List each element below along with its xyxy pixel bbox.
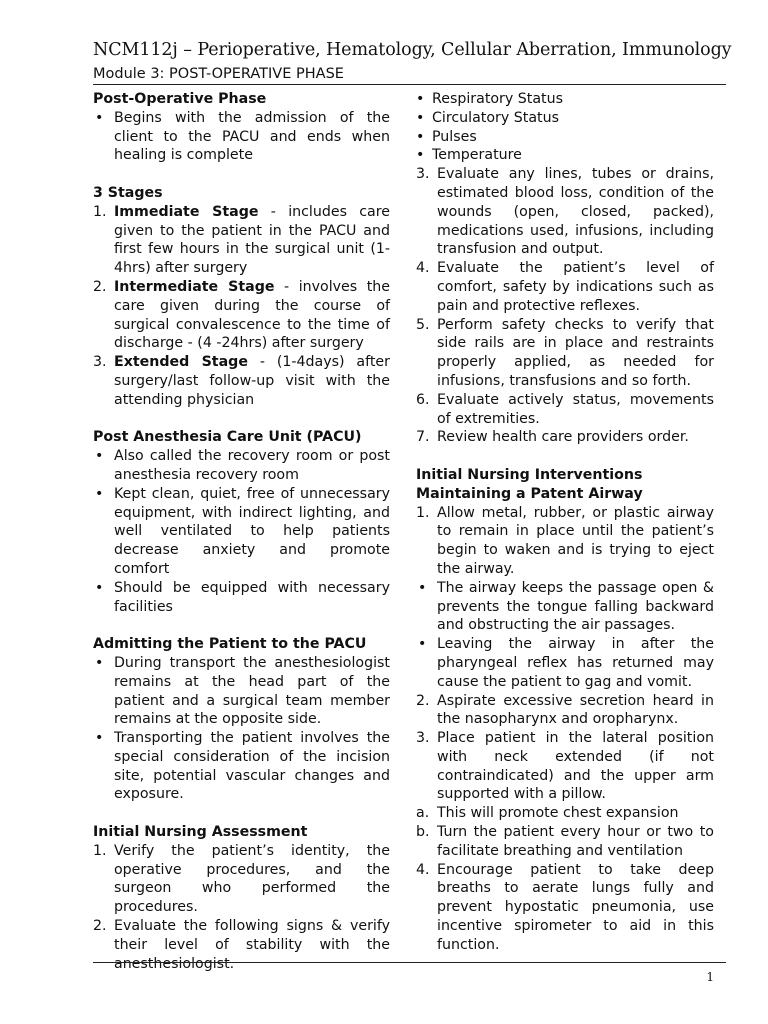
bullet-marker: • <box>95 654 104 671</box>
list-item <box>93 654 390 729</box>
list-marker: 4. <box>416 260 430 277</box>
stage-text: - includes care given to the patient in the PACU and first few hours in the surgical unit (1-4hrs) after surgery <box>114 203 391 277</box>
list-item <box>416 428 714 447</box>
list-item-text: Evaluate the patient’s level of comfort, safety by indications such as pain and protective reflexes. <box>437 260 714 314</box>
header-rule <box>93 84 726 85</box>
sign-text: Temperature <box>432 147 522 164</box>
stage-term: Immediate Stage <box>114 203 259 220</box>
footer-rule <box>93 962 726 963</box>
list-item <box>416 823 714 861</box>
list-marker: 4. <box>416 861 430 878</box>
list-item-text: Should be equipped with necessary facilities <box>114 579 390 615</box>
list-item <box>93 579 390 617</box>
list-item-text: Also called the recovery room or post anesthesia recovery room <box>114 448 390 483</box>
pacu-heading: Post Anesthesia Care Unit (PACU) <box>93 429 362 446</box>
list-item <box>416 165 714 259</box>
list-item-text: Evaluate the following signs & verify their level of stability with the anesthesiologist. <box>114 918 390 972</box>
list-item <box>93 109 390 165</box>
sign-text: Pulses <box>432 128 477 145</box>
list-item <box>416 692 714 730</box>
right-column <box>416 90 714 955</box>
stage-term: Intermediate Stage <box>114 278 275 295</box>
list-item-text: Leaving the airway in after the pharyngeal reflex has returned may cause the patient to gag and vomit. <box>437 636 714 690</box>
bullet-marker: • <box>416 128 425 145</box>
list-item <box>93 917 390 973</box>
list-item <box>93 729 390 804</box>
list-marker: 1. <box>416 504 430 521</box>
stage-item <box>93 278 390 353</box>
list-marker: 2. <box>93 918 107 935</box>
module-title: Module 3: POST-OPERATIVE PHASE <box>93 66 344 82</box>
list-item-text: Encourage patient to take deep breaths to aerate lungs fully and prevent hypostatic pneumonia, use incentive spirometer to aid in this function. <box>437 861 714 953</box>
bullet-marker: • <box>416 147 425 164</box>
bullet-marker: • <box>416 91 425 107</box>
bullet-marker: • <box>418 636 427 653</box>
list-item <box>416 729 714 804</box>
list-item-text: Allow metal, rubber, or plastic airway to remain in place until the patient’s begin to waken and is trying to eject the airway. <box>437 504 714 577</box>
list-item <box>416 259 714 315</box>
list-item <box>416 861 714 955</box>
list-marker: 3. <box>93 354 107 371</box>
list-item <box>93 447 390 485</box>
list-item-text: Aspirate excessive secretion heard in the nasopharynx and oropharynx. <box>437 692 714 728</box>
sign-item <box>416 109 714 128</box>
stage-term: Extended Stage <box>114 354 248 371</box>
list-marker: 3. <box>416 166 430 183</box>
list-item <box>416 316 714 391</box>
admitting-heading: Admitting the Patient to the PACU <box>93 636 367 653</box>
sign-item <box>416 128 714 147</box>
assessment-heading: Initial Nursing Assessment <box>93 824 308 841</box>
list-marker: 5. <box>416 316 430 333</box>
post-op-heading: Post-Operative Phase <box>93 91 267 107</box>
list-marker: 1. <box>93 842 107 859</box>
list-item <box>93 485 390 579</box>
list-marker: 6. <box>416 391 430 408</box>
list-item <box>416 804 714 823</box>
list-item <box>93 842 390 917</box>
sign-item <box>416 146 714 165</box>
list-item-text: Review health care providers order. <box>437 429 689 446</box>
course-title: NCM112j – Perioperative, Hematology, Cellular Aberration, Immunology <box>93 40 732 60</box>
list-item-text: Evaluate actively status, movements of extremities. <box>437 391 714 427</box>
stage-item <box>93 353 390 409</box>
list-item <box>416 504 714 579</box>
bullet-marker: • <box>95 448 104 465</box>
sign-text: Respiratory Status <box>432 91 564 107</box>
list-item <box>416 579 714 635</box>
page-number: 1 <box>706 970 714 984</box>
list-item-text: Evaluate any lines, tubes or drains, estimated blood loss, condition of the wounds (open, closed, packed), medications used, infusions, including transfusion and output. <box>437 166 714 258</box>
list-item-text: The airway keeps the passage open & prevents the tongue falling backward and obstructing the air passages. <box>437 579 714 634</box>
list-marker: 3. <box>416 730 430 747</box>
stage-item <box>93 203 390 278</box>
bullet-marker: • <box>95 579 104 596</box>
list-marker: 1. <box>93 203 107 220</box>
sign-item <box>416 90 714 109</box>
stages-heading: 3 Stages <box>93 184 163 201</box>
list-item-text: During transport the anesthesiologist remains at the head part of the patient and a surgical team member remains at the opposite side. <box>114 654 390 728</box>
bullet-marker: • <box>418 579 427 596</box>
bullet-marker: • <box>95 730 104 747</box>
list-marker: 7. <box>416 429 430 446</box>
interventions-heading: Initial Nursing Interventions <box>416 466 643 483</box>
list-item-text: Perform safety checks to verify that side rails are in place and restraints properly applied, as needed for infusions, transfusions and so forth. <box>437 316 714 389</box>
list-item-text: Turn the patient every hour or two to facilitate breathing and ventilation <box>437 824 714 859</box>
list-item-text: Transporting the patient involves the special consideration of the incision site, potential vascular changes and exposure. <box>114 730 390 803</box>
bullet-marker: • <box>95 485 104 502</box>
list-item-text: Kept clean, quiet, free of unnecessary equipment, with indirect lighting, and well ventilated to help patients decrease anxiety and promote comfort <box>114 485 390 577</box>
list-marker: 2. <box>93 278 107 295</box>
bullet-marker: • <box>416 109 425 126</box>
list-item-text: This will promote chest expansion <box>437 805 679 822</box>
list-marker: a. <box>416 805 430 822</box>
list-item <box>416 391 714 429</box>
sign-text: Circulatory Status <box>432 109 559 126</box>
list-item-text: Place patient in the lateral position with neck extended (if not contraindicated) and the upper arm supported with a pillow. <box>437 730 714 803</box>
left-column <box>93 90 390 973</box>
stage-text: - (1-4days) after surgery/last follow-up visit with the attending physician <box>114 354 390 408</box>
list-marker: b. <box>416 824 430 841</box>
list-item-text: Verify the patient’s identity, the operative procedures, and the surgeon who performed the procedures. <box>114 842 390 916</box>
list-marker: 2. <box>416 692 430 709</box>
stage-text: - involves the care given during the course of surgical convalescence to the time of discharge - (4 -24hrs) after surgery <box>114 278 390 352</box>
airway-heading: Maintaining a Patent Airway <box>416 485 643 502</box>
list-item-text: Begins with the admission of the client to the PACU and ends when healing is complete <box>114 109 390 164</box>
bullet-marker: • <box>95 109 104 126</box>
list-item <box>416 635 714 691</box>
